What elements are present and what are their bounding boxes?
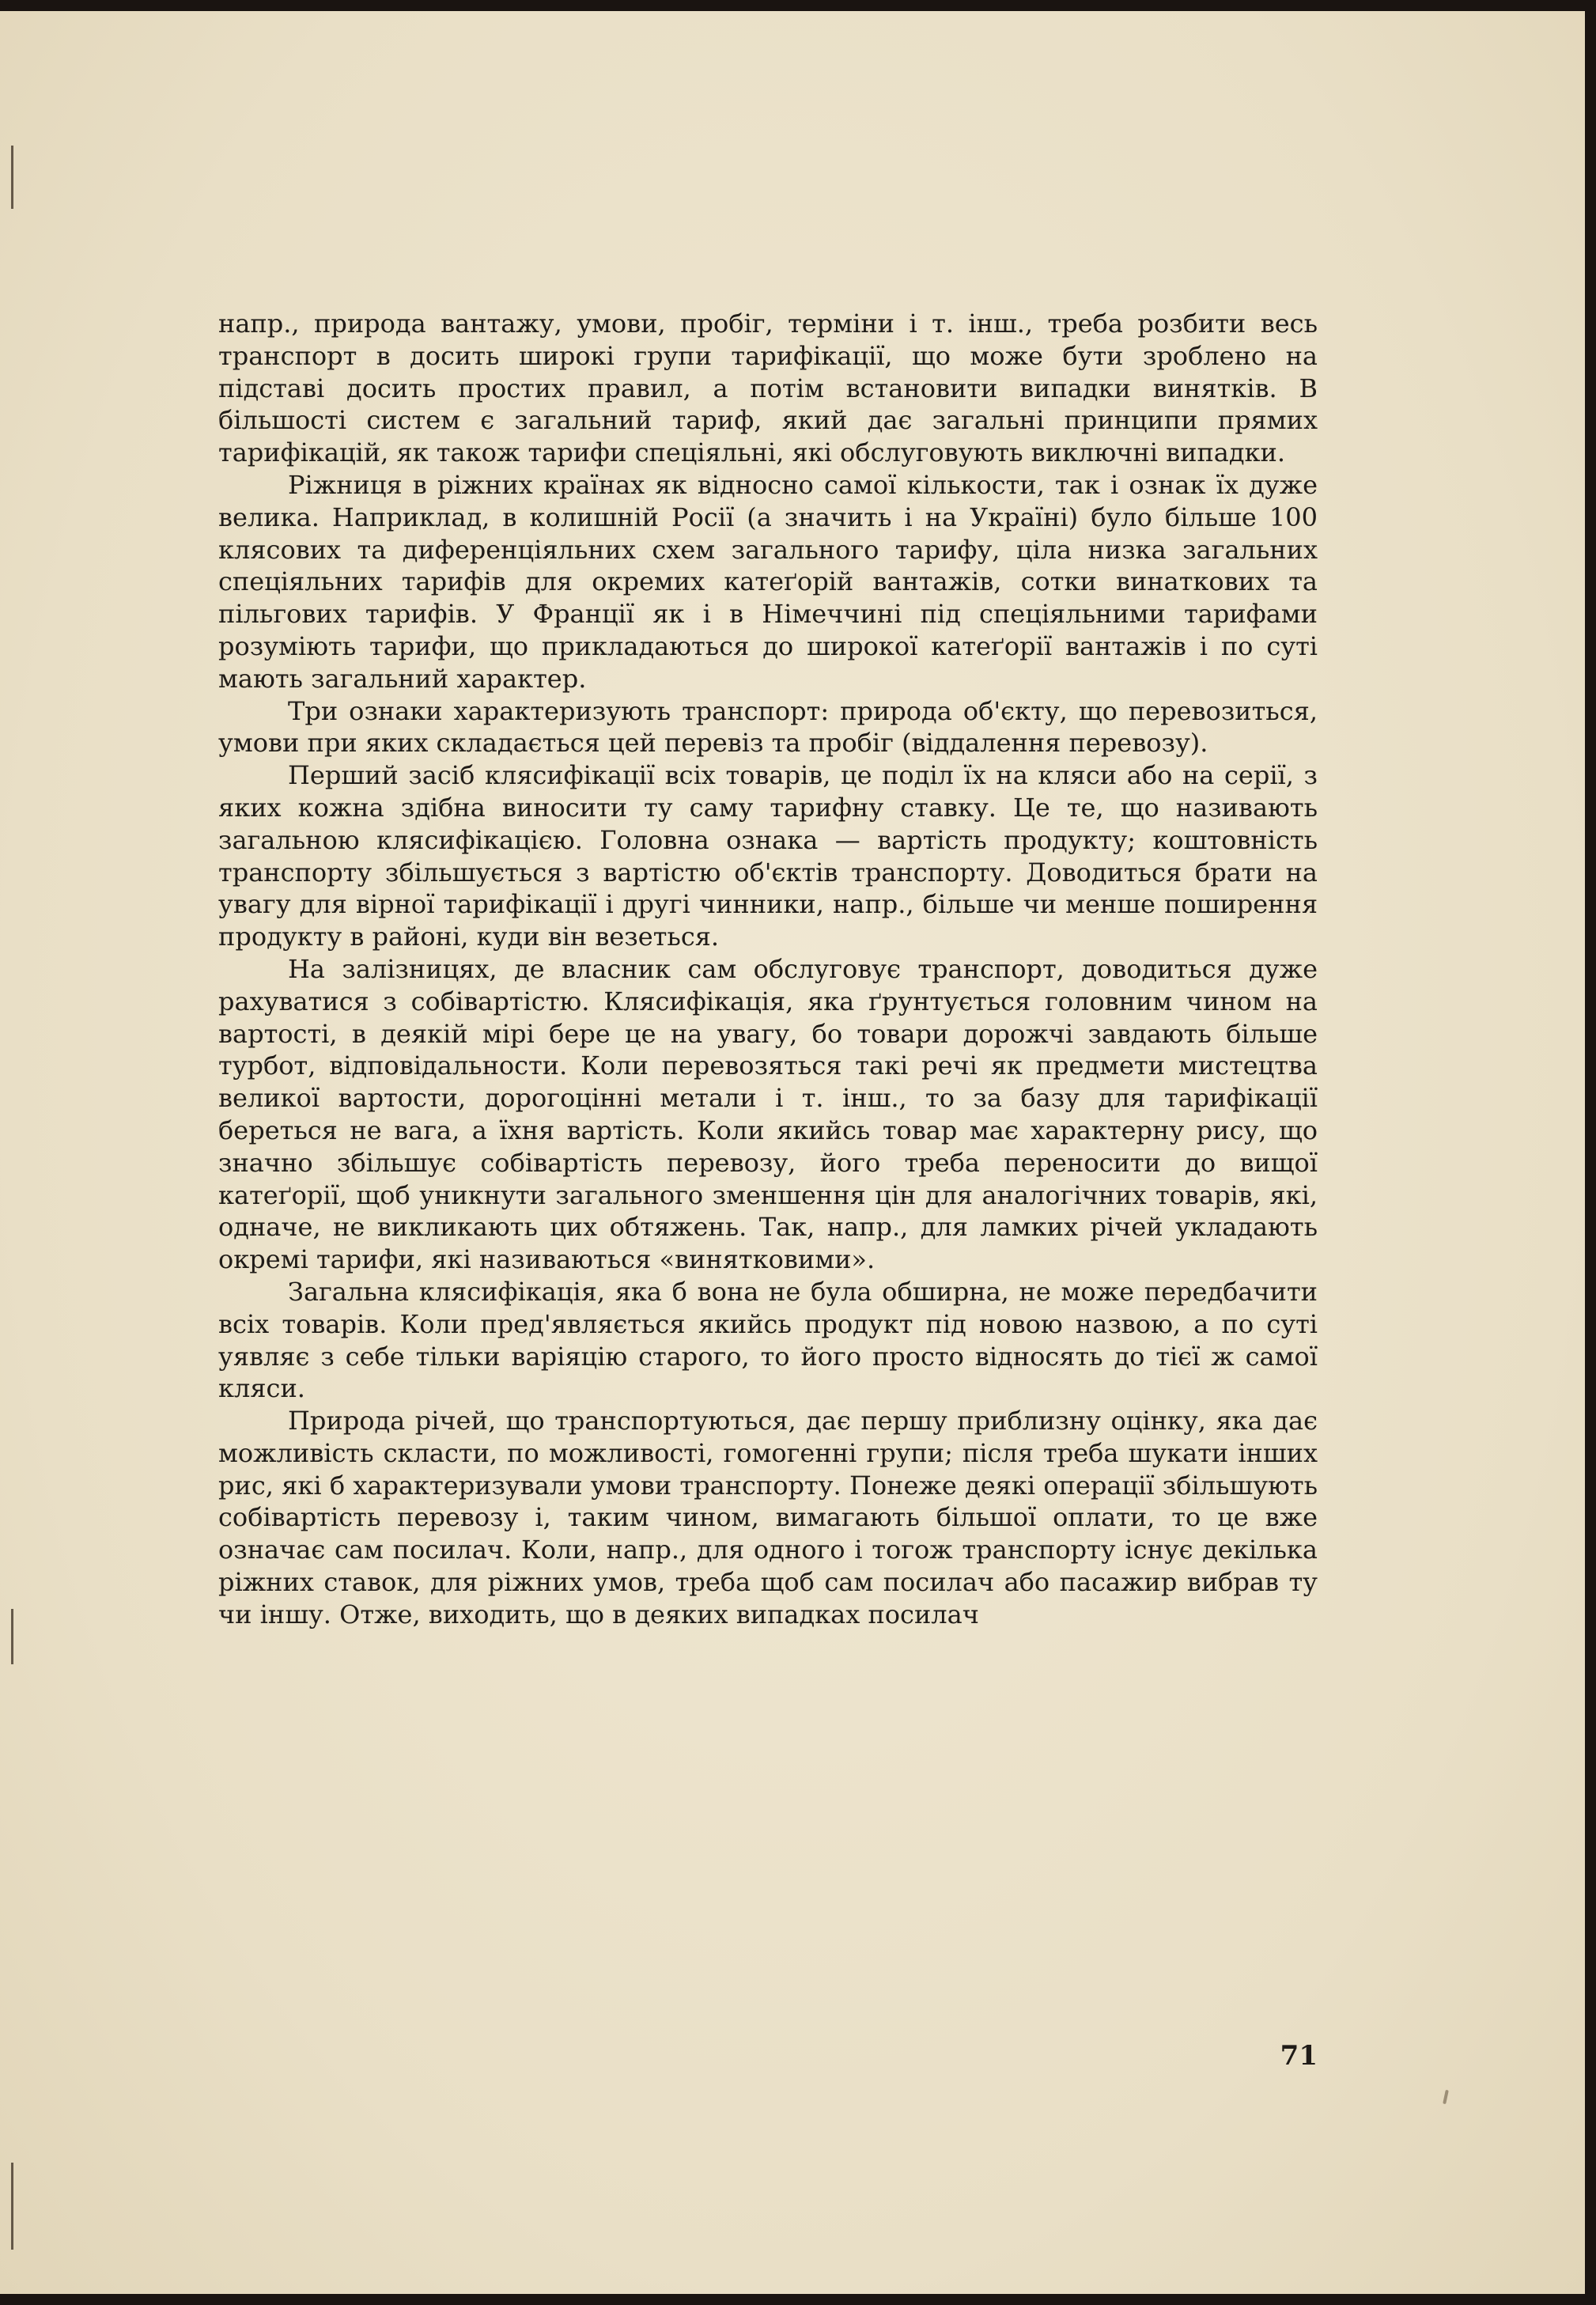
book-page — [0, 11, 1585, 2294]
binding-mark — [11, 1609, 13, 1664]
paragraph-2: Ріжниця в ріжних країнах як відносно самої кількости, так і ознак їх дуже велика. Наприклад, в колишній Росії (а значить і на Україні) було більше 100 клясових та диференціяльних схем загального тарифу, ціла низка загальних спеціяльних тарифів для окремих катеґорій вантажів, сотки винаткових та пільгових тарифів. У Франції як і в Німеччині під спеціяльними тарифами розуміють тарифи, що прикладаються до широкої катеґорії вантажів і по суті мають загальний характер. — [218, 469, 1318, 694]
page-number: 71 — [1280, 2040, 1318, 2072]
paragraph-4: Перший засіб клясифікації всіх товарів, це поділ їх на кляси або на серії, з яких кожна здібна виносити ту саму тарифну ставку. Це те, що називають загальною клясифікацією. Головна ознака — вартість продукту; коштовність транспорту збільшується з вартістю об'єктів транспорту. Доводиться брати на увагу для вірної тарифікації і другі чинники, напр., більше чи менше поширення продукту в районі, куди він везеться. — [218, 760, 1318, 952]
paragraph-1: напр., природа вантажу, умови, пробіг, терміни і т. інш., треба розбити весь транспорт в досить широкі групи тарифікації, що може бути зроблено на підставі досить простих правил, а потім встановити випадки винятків. В більшості систем є загальний тариф, який дає загальні принципи прямих тарифікацій, як також тарифи спеціяльні, які обслуговують виключні випадки. — [218, 308, 1318, 468]
paragraph-5: На залізницях, де власник сам обслуговує транспорт, доводиться дуже рахуватися з собівартістю. Клясифікація, яка ґрунтується головним чином на вартості, в деякій мірі бере це на увагу, бо товари дорожчі завдають більше турбот, відповідальности. Коли перевозяться такі речі як предмети мистецтва великої вартости, дорогоцінні метали і т. інш., то за базу для тарифікації береться не вага, а їхня вартість. Коли якийсь товар має характерну рису, що значно збільшує собівартість перевозу, його треба переносити до вищої катеґорії, щоб уникнути загального зменшення цін для аналогічних товарів, які, одначе, не викликають цих обтяжень. Так, напр., для ламких річей укладають окремі тарифи, які називаються «винятковими». — [218, 953, 1318, 1275]
page-blemish — [1443, 2090, 1449, 2104]
binding-mark — [11, 2163, 13, 2250]
paragraph-3: Три ознаки характеризують транспорт: природа об'єкту, що перевозиться, умови при яких складається цей перевіз та пробіг (віддалення перевозу). — [218, 695, 1318, 759]
binding-mark — [11, 146, 13, 209]
body-text — [218, 308, 1318, 1631]
paragraph-7: Природа річей, що транспортуються, дає першу приблизну оцінку, яка дає можливість скласти, по можливості, гомогенні групи; після треба шукати інших рис, які б характеризували умови транспорту. Понеже деякі операції збільшують собівартість перевозу і, таким чином, вимагають більшої оплати, то це вже означає сам посилач. Коли, напр., для одного і тогож транспорту існує декілька ріжних ставок, для ріжних умов, треба щоб сам посилач або пасажир вибрав ту чи іншу. Отже, виходить, що в деяких випадках посилач — [218, 1406, 1318, 1629]
binding-edge — [11, 11, 21, 2294]
paragraph-6: Загальна клясифікація, яка б вона не була обширна, не може передбачити всіх товарів. Коли пред'являється якийсь продукт під новою назвою, а по суті уявляє з себе тільки варіяцію старого, то його просто відносять до тієї ж самої кляси. — [218, 1276, 1318, 1404]
